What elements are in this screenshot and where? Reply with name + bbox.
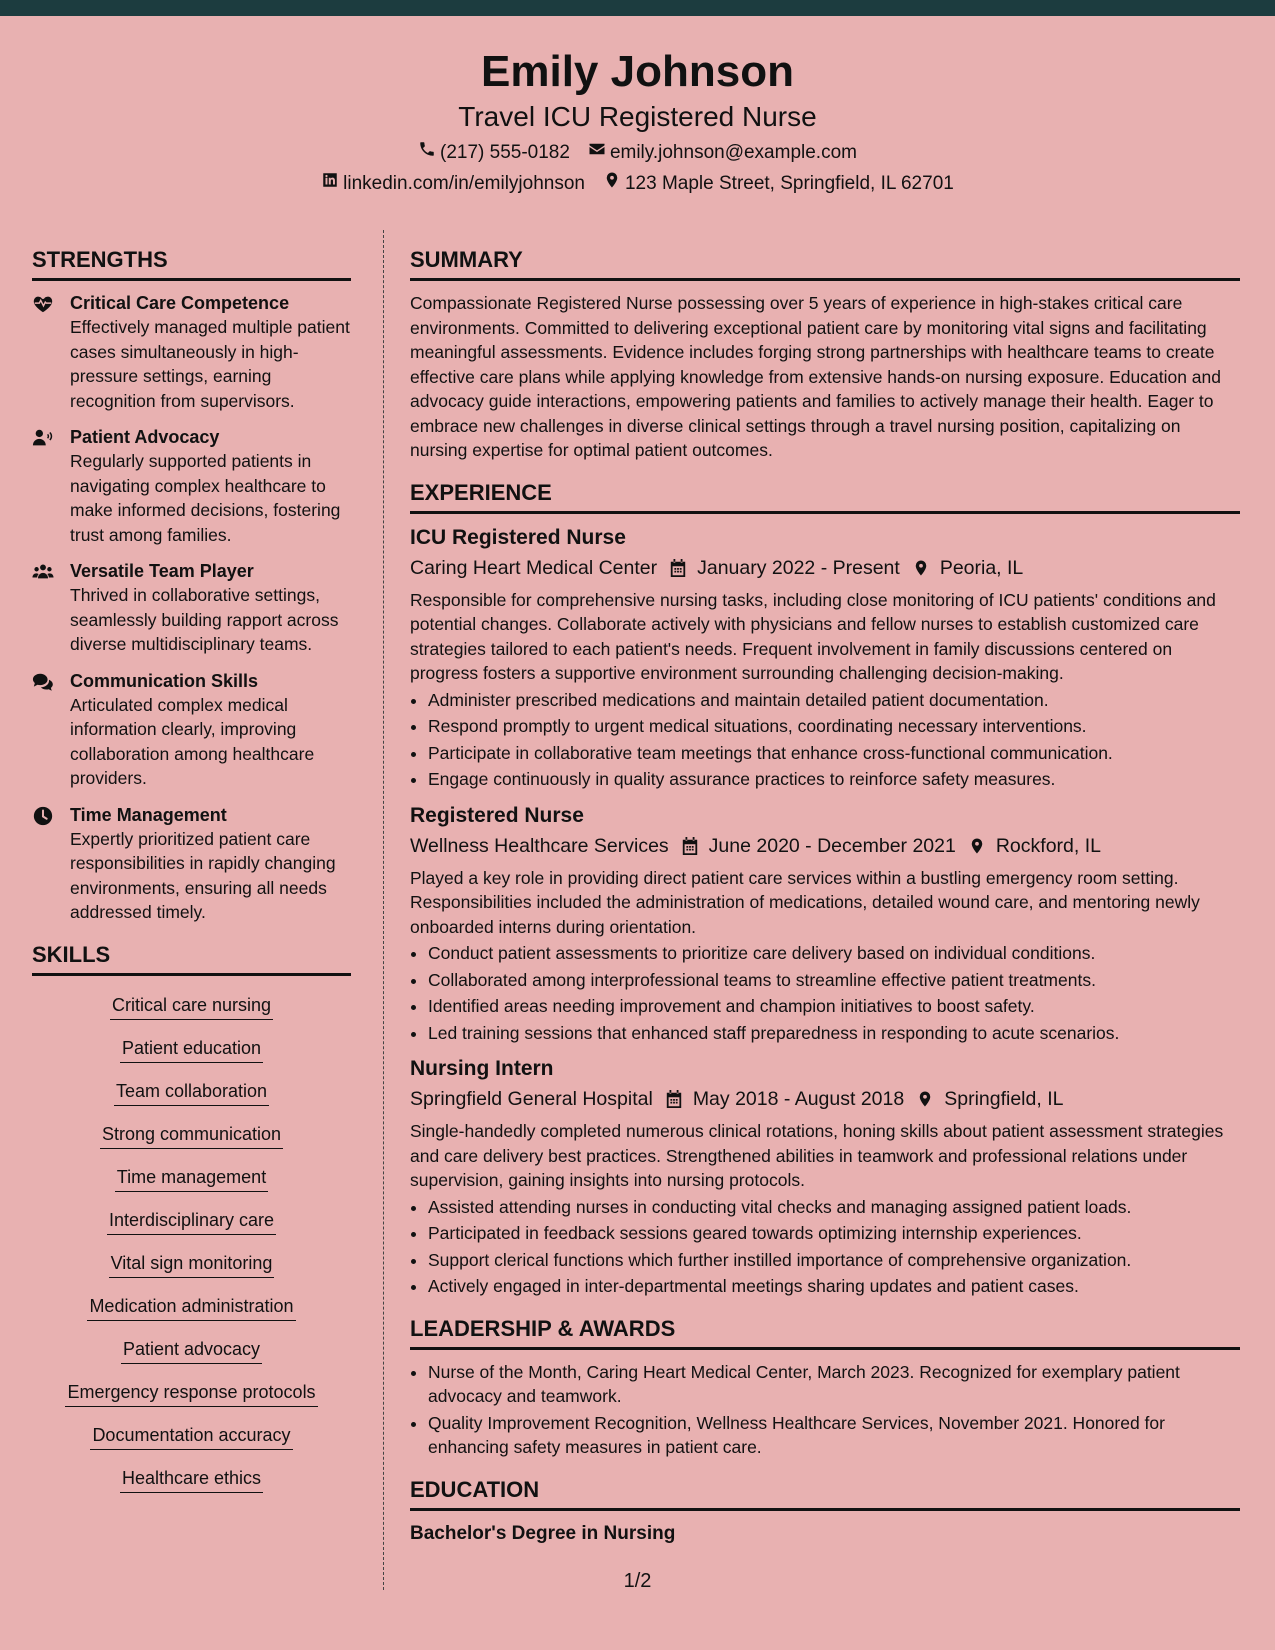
strength-desc: Articulated complex medical information clearly, improving collaboration among healthcare providers. (70, 694, 315, 788)
body-columns (0, 230, 1275, 1590)
strength-title: Patient Advocacy (70, 427, 220, 447)
awards-heading: LEADERSHIP & AWARDS (410, 1315, 1240, 1350)
clock-icon (32, 803, 70, 925)
education-heading: EDUCATION (410, 1476, 1240, 1511)
page-number: 1/2 (623, 1570, 652, 1592)
job-entry (410, 524, 1240, 792)
strength-title: Critical Care Competence (70, 293, 290, 313)
email-text: emily.johnson@example.com (609, 141, 857, 163)
strength-desc: Regularly supported patients in navigating complex healthcare to make informed decisions, fostering trust among families. (70, 451, 341, 545)
skill-tag: Strong communication (100, 1122, 283, 1149)
skill-tag: Patient advocacy (121, 1337, 262, 1364)
strength-title: Versatile Team Player (70, 561, 254, 581)
job-dates: January 2022 - Present (697, 556, 900, 579)
job-location: Peoria, IL (939, 556, 1024, 579)
phone-icon (418, 140, 436, 165)
strength-desc: Expertly prioritized patient care responsibilities in rapidly changing environments, ensuring all needs addressed timely. (70, 828, 336, 922)
skill-tag: Patient education (120, 1036, 263, 1063)
right-column (410, 230, 1240, 1547)
job-title: ICU Registered Nurse (410, 525, 626, 549)
summary-heading: SUMMARY (410, 246, 1240, 281)
job-meta (410, 554, 1240, 582)
job-bullet: • Conduct patient assessments to prioritize care delivery based on individual conditions. (428, 941, 1240, 966)
skills-heading: SKILLS (32, 941, 351, 976)
job-bullet: • Administer prescribed medications and maintain detailed patient documentation. (428, 688, 1240, 713)
job-bullet: • Led training sessions that enhanced staff preparedness in responding to acute scenarios. (428, 1021, 1240, 1046)
job-title: Nursing Intern (410, 1057, 554, 1080)
job-bullet: • Assisted attending nurses in conducting vital checks and managing assigned patient loads. (428, 1195, 1240, 1220)
strength-item (32, 803, 351, 925)
left-column (32, 230, 351, 1502)
strength-item (32, 559, 351, 657)
award-item: • Quality Improvement Recognition, Wellness Healthcare Services, November 2021. Honored for enhancing safety measures in patient care. (428, 1411, 1240, 1460)
linkedin-text: linkedin.com/in/emilyjohnson (343, 172, 585, 194)
candidate-name: Emily Johnson (481, 47, 794, 96)
skill-tag: Healthcare ethics (120, 1466, 263, 1493)
strength-title: Time Management (70, 804, 227, 825)
education-degree: Bachelor's Degree in Nursing (410, 1522, 676, 1544)
strength-item (32, 669, 351, 791)
job-entry (410, 1055, 1240, 1299)
job-location: Rockford, IL (995, 834, 1101, 857)
address-text: 123 Maple Street, Springfield, IL 62701 (624, 172, 954, 194)
job-meta (410, 1085, 1240, 1113)
strengths-heading: STRENGTHS (32, 246, 351, 281)
comments-icon (32, 669, 70, 791)
job-bullets (410, 1195, 1240, 1299)
job-meta (410, 832, 1240, 860)
skill-tag: Time management (115, 1165, 268, 1192)
job-description: Responsible for comprehensive nursing tasks, including close monitoring of ICU patients' conditions and potential changes. Collaborate actively with physicians and fellow nurses to establish customized care strategies tailored to each patient's needs. Frequent involvement in family discussions centered on progress fosters a supportive environment surrounding challenging decision-making. (410, 589, 1216, 683)
candidate-title: Travel ICU Registered Nurse (458, 101, 817, 132)
skill-tag: Emergency response protocols (65, 1380, 317, 1407)
strength-title: Communication Skills (70, 670, 259, 691)
strength-item (32, 291, 351, 413)
job-entry (410, 802, 1240, 1046)
job-company: Caring Heart Medical Center (410, 556, 658, 579)
strength-desc: Thrived in collaborative settings, seamlessly building rapport across diverse multidisciplinary teams. (70, 585, 339, 654)
envelope-icon (588, 140, 606, 165)
email-contact[interactable] (588, 140, 857, 165)
job-location: Springfield, IL (944, 1088, 1064, 1110)
job-dates: May 2018 - August 2018 (692, 1088, 905, 1110)
experience-heading: EXPERIENCE (410, 479, 1240, 514)
address-contact (603, 171, 954, 196)
column-divider (383, 230, 384, 1590)
job-bullet: • Participated in feedback sessions geared towards optimizing internship experiences. (428, 1221, 1240, 1246)
phone-contact[interactable] (418, 140, 570, 165)
skills-list (32, 986, 351, 1502)
strength-item (32, 425, 351, 547)
job-bullet: • Support clerical functions which further instilled importance of comprehensive organization. (428, 1248, 1240, 1273)
resume-header (0, 16, 1275, 194)
skill-tag: Interdisciplinary care (107, 1208, 276, 1235)
map-marker-icon (968, 836, 986, 856)
user-voice-icon (32, 425, 70, 547)
job-bullet: • Actively engaged in inter-departmental meetings sharing updates and patient cases. (428, 1274, 1240, 1299)
top-bar (0, 0, 1275, 16)
job-bullet: • Engage continuously in quality assurance practices to reinforce safety measures. (428, 767, 1240, 792)
linkedin-contact[interactable] (321, 171, 585, 196)
calendar-icon (669, 558, 687, 578)
job-bullet: • Participate in collaborative team meetings that enhance cross-functional communication. (428, 741, 1240, 766)
contact-line-2 (0, 171, 1275, 196)
job-dates: June 2020 - December 2021 (708, 834, 956, 857)
summary-text: Compassionate Registered Nurse possessing over 5 years of experience in high-stakes critical care environments. Committed to delivering exceptional patient care by monitoring vital signs and facilitating meaningful assessments. Evidence includes forging strong partnerships with healthcare teams to create effective care plans while applying knowledge from extensive hands-on nursing exposure. Education and advocacy guide interactions, empowering patients and families to actively manage their health. Eager to embrace new challenges in diverse clinical settings through a travel nursing position, capitalizing on nursing expertise for optimal patient outcomes. (410, 293, 1222, 460)
users-icon (32, 559, 70, 657)
map-marker-icon (916, 1089, 934, 1109)
job-description: Single-handedly completed numerous clinical rotations, honing skills about patient assessment strategies and care delivery best practices. Strengthened abilities in teamwork and professional relations under supervision, gaining insights into nursing protocols. (410, 1121, 1224, 1190)
awards-list (410, 1360, 1240, 1460)
contact-line-1 (0, 140, 1275, 165)
job-bullet: • Collaborated among interprofessional teams to streamline effective patient treatments. (428, 968, 1240, 993)
job-description: Played a key role in providing direct patient care services within a bustling emergency room setting. Responsibilities included the administration of medications, detailed wound care, and mentoring newly onboarded interns during orientation. (410, 867, 1200, 937)
map-marker-icon (912, 558, 930, 578)
skill-tag: Critical care nursing (110, 993, 273, 1020)
job-company: Springfield General Hospital (410, 1088, 653, 1110)
skill-tag: Vital sign monitoring (109, 1251, 275, 1278)
skill-tag: Team collaboration (114, 1079, 269, 1106)
phone-text: (217) 555-0182 (440, 141, 570, 163)
award-item: • Nurse of the Month, Caring Heart Medical Center, March 2023. Recognized for exemplary patient advocacy and teamwork. (428, 1360, 1240, 1409)
linkedin-icon (321, 171, 339, 196)
job-bullets (410, 688, 1240, 792)
calendar-icon (681, 836, 699, 856)
heartbeat-icon (32, 291, 70, 413)
job-title: Registered Nurse (410, 803, 584, 827)
map-marker-icon (603, 171, 621, 196)
strength-desc: Effectively managed multiple patient cases simultaneously in high-pressure settings, earning recognition from supervisors. (70, 317, 350, 411)
job-bullet: • Respond promptly to urgent medical situations, coordinating necessary interventions. (428, 714, 1240, 739)
job-bullet: • Identified areas needing improvement and champion initiatives to boost safety. (428, 994, 1240, 1019)
skill-tag: Documentation accuracy (90, 1423, 292, 1450)
calendar-icon (665, 1089, 683, 1109)
skill-tag: Medication administration (87, 1294, 295, 1321)
job-bullets (410, 941, 1240, 1045)
job-company: Wellness Healthcare Services (410, 834, 669, 857)
